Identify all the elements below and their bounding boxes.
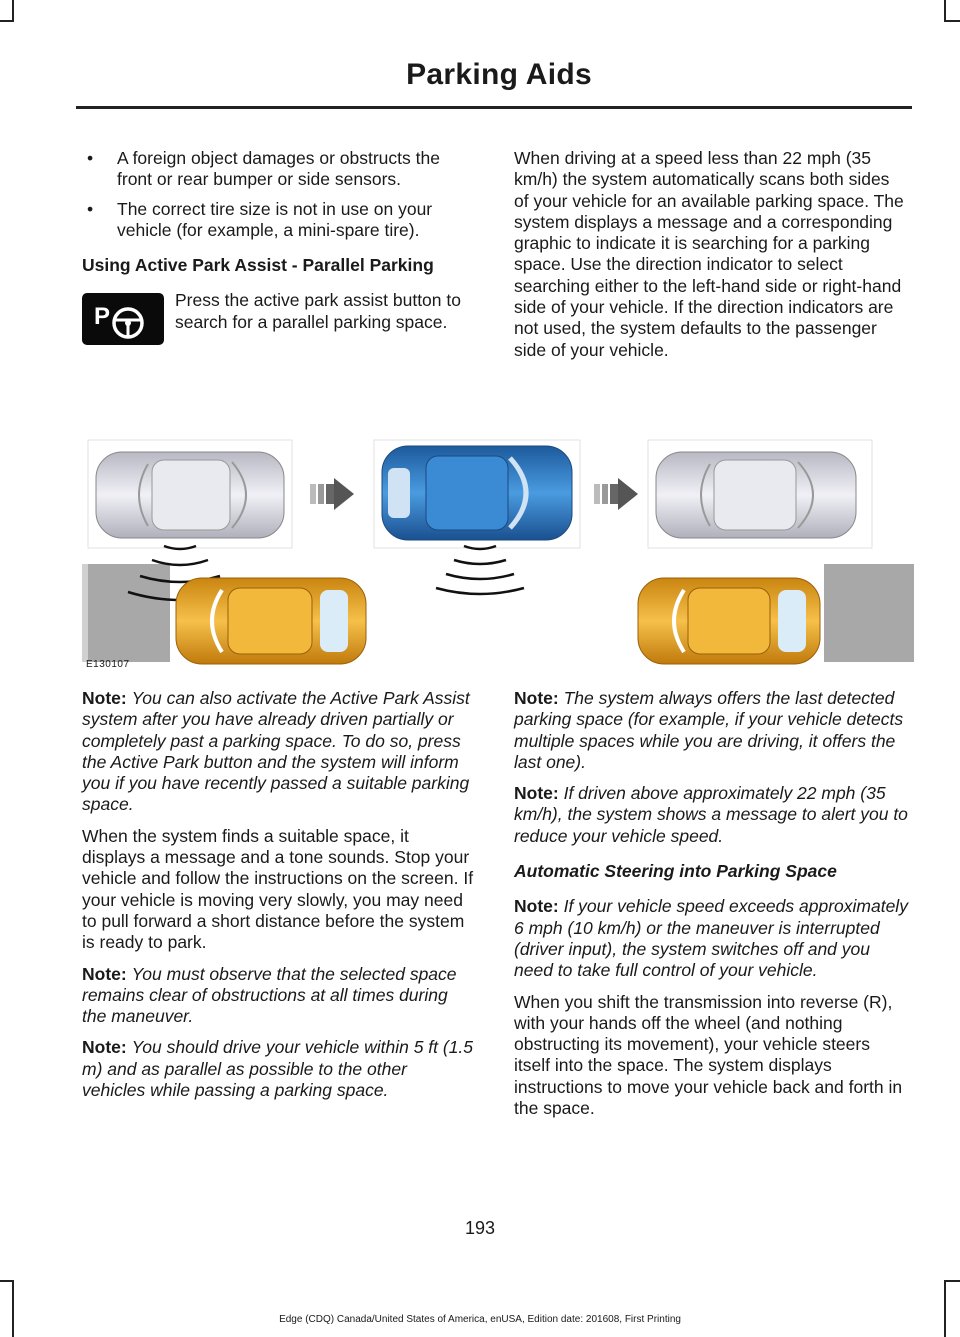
crop-mark (944, 0, 946, 22)
crop-mark (944, 20, 960, 22)
page-title: Parking Aids (406, 58, 592, 91)
parked-car-orange (638, 578, 820, 664)
left-column-top (82, 148, 474, 376)
note: Note: You should drive your vehicle within 5 ft (1.5 m) and as parallel as possible to the other vehicles while passing a parking space. (82, 1037, 474, 1101)
curb (824, 564, 914, 662)
page-number: 193 (464, 1218, 496, 1238)
active-park-assist-icon (82, 293, 164, 345)
apa-instruction (82, 290, 474, 376)
parked-car-silver (96, 452, 284, 538)
arrow-right-icon (310, 478, 354, 510)
section-heading: Automatic Steering into Parking Space (514, 861, 837, 882)
crop-mark (0, 20, 14, 22)
bullet-icon: • (87, 198, 94, 219)
parking-diagram (82, 438, 914, 670)
crop-mark (12, 1280, 14, 1337)
crop-mark (944, 1280, 960, 1282)
note: Note: If your vehicle speed exceeds approximately 6 mph (10 km/h) or the maneuver is interrupted (driver input), the system switches off and you need to take full control of your vehicle. (514, 896, 908, 981)
crop-mark (12, 0, 14, 22)
list-item: • A foreign object damages or obstructs the front or rear bumper or side sensors. (87, 148, 440, 190)
bullet-icon: • (87, 148, 94, 168)
right-column-bottom (514, 688, 908, 1129)
footer-text: Edge (CDQ) Canada/United States of America, enUSA, Edition date: 201608, First Printing (279, 1314, 681, 1325)
paragraph: When the system finds a suitable space, it displays a message and a tone sounds. Stop your vehicle and follow the instructions on the screen. If your vehicle is moving very slowly, you may need to pull forward a short distance before the system is ready to park. (82, 825, 474, 953)
header-rule (76, 106, 912, 109)
left-column-bottom (82, 688, 474, 1111)
curb (82, 564, 88, 662)
section-heading: Using Active Park Assist - Parallel Parking (82, 255, 434, 276)
condition-list (82, 148, 474, 241)
crop-mark (0, 1280, 14, 1282)
paragraph: When driving at a speed less than 22 mph (35 km/h) the system automatically scans both sides of your vehicle for an available parking space. The system displays a message and a corresponding graphic to indicate it is searching for a parking space. Use the direction indicator to select searching either to the left-hand side or right-hand side of your vehicle. If the direction indicators are not used, the system defaults to the passenger side of your vehicle. (514, 148, 904, 360)
curb (88, 564, 170, 662)
parked-car-orange (176, 578, 366, 664)
apa-instruction-text: Press the active park assist button to search for a parallel parking space. (175, 290, 461, 332)
note: Note: You can also activate the Active Park Assist system after you have already driven partially or completely past a parking space. To do so, press the Active Park button and the system will inform you if you have recently passed a suitable parking space. (82, 688, 470, 815)
sensor-wave-icon (436, 546, 524, 594)
list-item: • The correct tire size is not in use on your vehicle (for example, a mini-spare tire). (87, 198, 433, 240)
figure-code: E130107 (86, 659, 130, 670)
crop-mark (944, 1280, 946, 1337)
note: Note: The system always offers the last detected parking space (for example, if your vehicle detects multiple spaces while you are driving, it offers the last one). (514, 688, 904, 772)
own-car-blue (382, 446, 572, 540)
svg-text:P: P (94, 303, 111, 331)
note: Note: You must observe that the selected space remains clear of obstructions at all times during the maneuver. (82, 963, 457, 1027)
right-column-top (514, 148, 908, 371)
paragraph: When you shift the transmission into reverse (R), with your hands off the wheel (and nothing obstructing its movement), your vehicle steers itself into the space. The system displays instructions to move your vehicle back and forth in the space. (514, 991, 903, 1119)
note: Note: If driven above approximately 22 mph (35 km/h), the system shows a message to alert you to reduce your vehicle speed. (514, 783, 908, 846)
arrow-right-icon (594, 478, 638, 510)
parked-car-silver (656, 452, 856, 538)
